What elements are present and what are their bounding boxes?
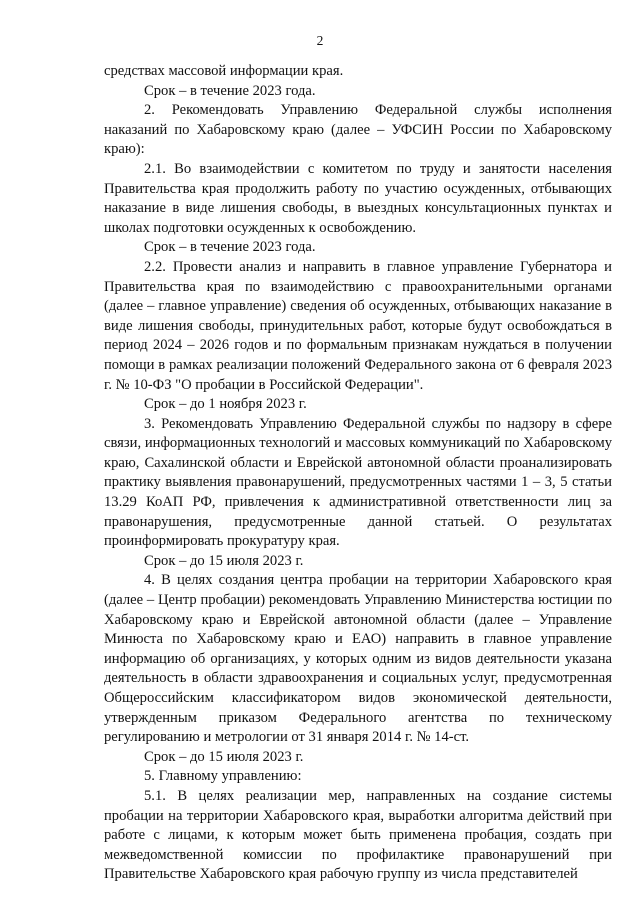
- document-body: [104, 62, 612, 885]
- paragraph: средствах массовой информации края.: [104, 63, 344, 79]
- paragraph: 2. Рекомендовать Управлению Федеральной службы исполнения наказаний по Хабаровскому краю (далее – УФСИН России по Хабаровскому краю):: [104, 102, 612, 158]
- page-number: 2: [316, 33, 324, 48]
- paragraph: Срок – до 15 июля 2023 г.: [144, 552, 304, 569]
- paragraph: 2.2. Провести анализ и направить в главное управление Губернатора и Правительства края по взаимодействию с правоохранительными органами (далее – главное управление) сведения об осужденных, отбывающих наказание в виде лишения свободы, принудительных работ, которые будут освобождаться в период 2024 – 2026 годов и по формальным признакам нуждаться в получении помощи в рамках реализации положений Федерального закона от 6 февраля 2023 г. № 10-ФЗ "О пробации в Российской Федерации".: [104, 258, 612, 393]
- paragraph: Срок – в течение 2023 года.: [144, 82, 316, 99]
- paragraph: 2.1. Во взаимодействии с комитетом по труду и занятости населения Правительства края продолжить работу по участию осужденных, отбывающих наказание в виде лишения свободы, в выездных консультационных пунктах и школах подготовки осужденных к освобождению.: [104, 160, 612, 236]
- paragraph: 5.1. В целях реализации мер, направленных на создание системы пробации на территории Хабаровского края, выработки алгоритма действий при работе с лицами, к которым может быть применена пробация, создать при межведомственной комиссии по профилактике правонарушений при Правительстве Хабаровского края рабочую группу из числа представителей: [104, 787, 612, 883]
- paragraph: Срок – до 15 июля 2023 г.: [144, 748, 304, 765]
- paragraph: Срок – в течение 2023 года.: [144, 239, 316, 256]
- paragraph: Срок – до 1 ноября 2023 г.: [144, 396, 307, 413]
- paragraph: 3. Рекомендовать Управлению Федеральной службы по надзору в сфере связи, информационных технологий и массовых коммуникаций по Хабаровскому краю, Сахалинской области и Еврейской автономной области проанализировать практику выявления правонарушений, предусмотренных частями 1 – 3, 5 статьи 13.29 КоАП РФ, привлечения к административной ответственности лиц за правонарушения, предусмотренные данной статьей. О результатах проинформировать прокуратуру края.: [104, 415, 612, 550]
- paragraph: 5. Главному управлению:: [144, 768, 302, 785]
- paragraph: 4. В целях создания центра пробации на территории Хабаровского края (далее – Центр пробации) рекомендовать Управлению Министерства юстиции по Хабаровскому краю и Еврейской автономной области (далее – Управление Минюста по Хабаровскому краю и ЕАО) направить в главное управление информацию об организациях, у которых одним из видов деятельности указана деятельность в области здравоохранения и социальных услуг, предусмотренная Общероссийским классификатором видов экономической деятельности, утвержденным приказом Федерального агентства по техническому регулированию и метрологии от 31 января 2014 г. № 14-ст.: [104, 572, 612, 746]
